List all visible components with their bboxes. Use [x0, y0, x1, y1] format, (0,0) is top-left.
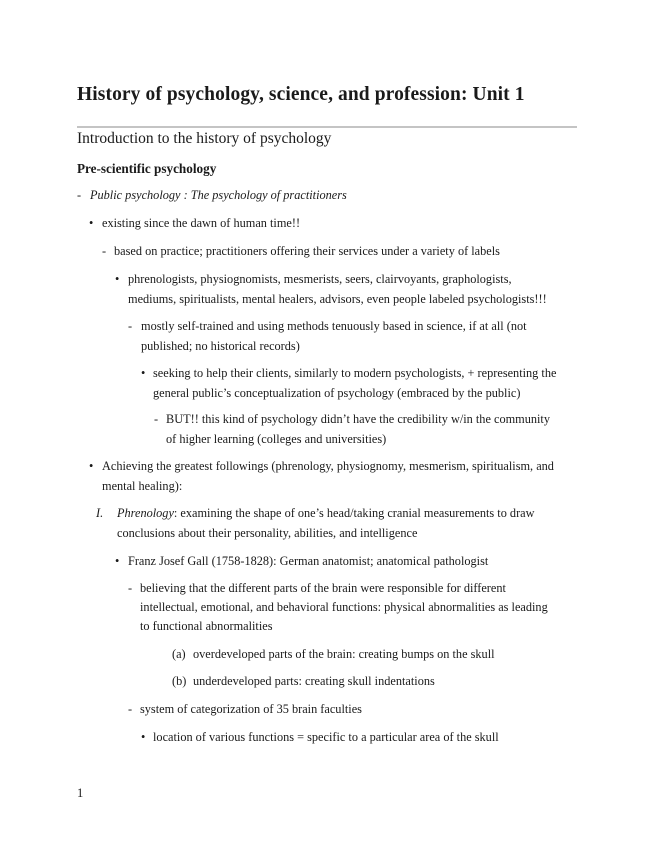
- item-text-line-1: mostly self-trained and using methods tenuously based in science, if at all (not: [141, 319, 527, 333]
- item-text: location of various functions = specific to a particular area of the skull: [153, 730, 499, 744]
- document-title: History of psychology, science, and profession: Unit 1: [77, 84, 525, 105]
- bullet-marker: •: [115, 272, 120, 286]
- item-text: based on practice; practitioners offering their services under a variety of labels: [114, 244, 500, 258]
- item-text: Public psychology : The psychology of practitioners: [90, 188, 347, 202]
- item-text-line-1: Achieving the greatest followings (phrenology, physiognomy, mesmerism, spiritualism, and: [102, 459, 554, 473]
- item-text-line-1: seeking to help their clients, similarly to modern psychologists, + representing the: [153, 366, 557, 380]
- item-text-line-1: believing that the different parts of the brain were responsible for different: [140, 581, 506, 595]
- dash-marker: -: [77, 188, 82, 202]
- item-text: underdeveloped parts: creating skull indentations: [193, 674, 435, 688]
- letter-marker-b: (b): [172, 674, 187, 688]
- section-heading: Introduction to the history of psychology: [77, 130, 332, 147]
- item-text-line-2: mental healing):: [102, 479, 183, 493]
- item-text: existing since the dawn of human time!!: [102, 216, 301, 230]
- item-text-line-2: general public’s conceptualization of psychology (embraced by the public): [153, 386, 521, 400]
- phrenology-definition: : examining the shape of one’s head/taking cranial measurements to draw: [173, 506, 535, 520]
- item-text: Franz Josef Gall (1758-1828): German anatomist; anatomical pathologist: [128, 554, 489, 568]
- item-text-line-2: conclusions about their personality, abilities, and intelligence: [117, 526, 418, 540]
- roman-numeral-marker: I.: [96, 506, 104, 520]
- letter-marker-a: (a): [172, 647, 186, 661]
- item-text: system of categorization of 35 brain faculties: [140, 702, 362, 716]
- bullet-marker: •: [141, 730, 146, 744]
- page-number: 1: [77, 786, 84, 800]
- item-text-line-1: [117, 504, 535, 524]
- subsection-heading: Pre-scientific psychology: [77, 161, 217, 176]
- title-divider: [77, 126, 577, 128]
- item-text: overdeveloped parts of the brain: creating bumps on the skull: [193, 647, 495, 661]
- item-text-line-2: mediums, spiritualists, mental healers, advisors, even people labeled psychologists!!!: [128, 292, 547, 306]
- item-text-line-1: phrenologists, physiognomists, mesmerists, seers, clairvoyants, graphologists,: [128, 272, 512, 286]
- dash-marker: -: [102, 244, 107, 258]
- dash-marker: -: [154, 412, 159, 426]
- phrenology-term: Phrenology: [117, 506, 174, 520]
- bullet-marker: •: [141, 366, 146, 380]
- dash-marker: -: [128, 702, 133, 716]
- bullet-marker: •: [115, 554, 120, 568]
- item-text-line-1: BUT!! this kind of psychology didn’t have the credibility w/in the community: [166, 412, 550, 426]
- dash-marker: -: [128, 581, 133, 595]
- item-text-line-2: of higher learning (colleges and universities): [166, 432, 387, 446]
- dash-marker: -: [128, 319, 133, 333]
- item-text-line-3: to functional abnormalities: [140, 619, 273, 633]
- bullet-marker: •: [89, 216, 94, 230]
- item-text-line-2: published; no historical records): [141, 339, 300, 353]
- item-text-line-2: intellectual, emotional, and behavioral functions: physical abnormalities as leading: [140, 600, 548, 614]
- bullet-marker: •: [89, 459, 94, 473]
